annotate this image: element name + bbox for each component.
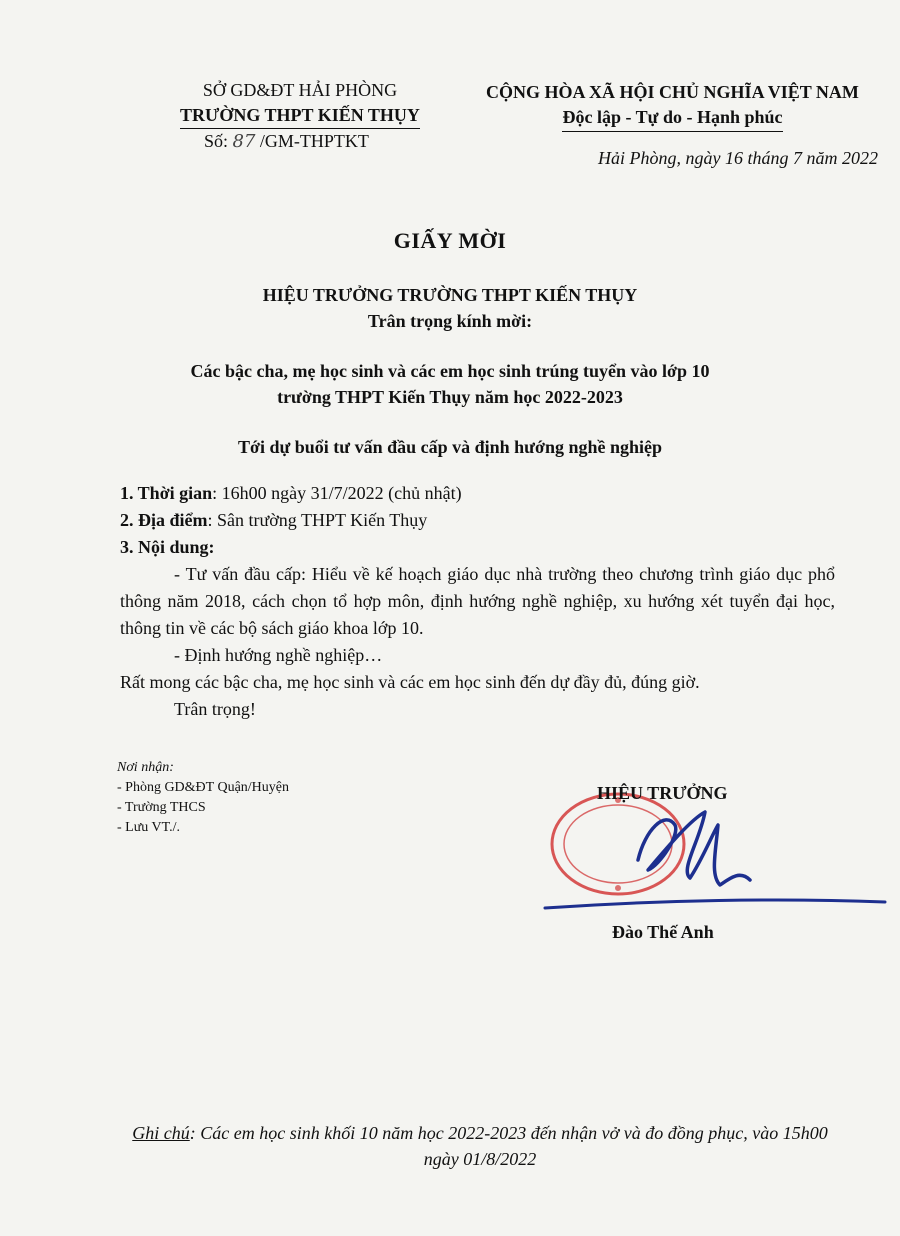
note-label: Ghi chú (132, 1123, 190, 1143)
national-header (460, 80, 885, 132)
signer-name: Đào Thế Anh (612, 922, 714, 942)
greeting: Trân trọng kính mời: (367, 311, 533, 331)
place-line (120, 507, 835, 534)
handwritten-signature (540, 790, 890, 920)
recipient-item: - Lưu VT./. (117, 820, 181, 835)
recipient-item: - Phòng GD&ĐT Quận/Huyện (117, 780, 290, 795)
school-name: TRƯỜNG THPT KIẾN THỤY (180, 103, 420, 129)
department-name: SỞ GD&ĐT HẢI PHÒNG (202, 80, 398, 100)
recipients-block (117, 758, 289, 838)
school-name-wrap (150, 103, 450, 129)
time-value: : 16h00 ngày 31/7/2022 (chủ nhật) (212, 483, 462, 503)
closing-regards: Trân trọng! (174, 699, 256, 719)
content-label: 3. Nội dung: (120, 537, 215, 557)
document-number-suffix: /GM-THPTKT (255, 131, 369, 151)
invitees-line-1: Các bậc cha, mẹ học sinh và các em học sinh trúng tuyển vào lớp 10 (190, 361, 710, 381)
note-text: : Các em học sinh khối 10 năm học 2022-2023 đến nhận vở và đo đồng phục, vào 15h00 ngày 01/8/2022 (189, 1123, 828, 1169)
event-title: Tới dự buổi tư vấn đầu cấp và định hướng nghề nghiệp (238, 437, 662, 457)
document-number-prefix: Số: (204, 131, 233, 151)
issuer-header (150, 78, 450, 154)
place-value: : Sân trường THPT Kiến Thụy (207, 510, 428, 530)
invitees-line-2: trường THPT Kiến Thụy năm học 2022-2023 (277, 387, 623, 407)
closing-line: Rất mong các bậc cha, mẹ học sinh và các em học sinh đến dự đầy đủ, đúng giờ. (120, 672, 700, 692)
content-item-1: - Tư vấn đầu cấp: Hiểu về kế hoạch giáo dục nhà trường theo chương trình giáo dục phổ thông năm 2018, cách chọn tổ hợp môn, định hướng nghề nghiệp, xu hướng xét tuyển đại học, thông tin về các bộ sách giáo khoa lớp 10. (120, 564, 835, 638)
national-motto: Độc lập - Tự do - Hạnh phúc (562, 105, 782, 132)
details-block (120, 480, 835, 723)
recipient-item: - Trường THCS (117, 800, 206, 815)
sender-block (0, 282, 900, 334)
time-label: 1. Thời gian (120, 483, 213, 503)
document-title: GIẤY MỜI (393, 228, 507, 253)
issue-date: Hải Phòng, ngày 16 tháng 7 năm 2022 (598, 148, 878, 168)
document-number-value: 87 (232, 131, 256, 152)
note-block (125, 1120, 835, 1172)
country-name: CỘNG HÒA XÃ HỘI CHỦ NGHĨA VIỆT NAM (486, 82, 859, 102)
content-item-2: - Định hướng nghề nghiệp… (174, 645, 383, 665)
time-line (120, 480, 835, 507)
place-label: 2. Địa điểm (120, 510, 208, 530)
sender-title: HIỆU TRƯỞNG TRƯỜNG THPT KIẾN THỤY (262, 285, 638, 305)
document-number (150, 129, 450, 154)
invitees-block (0, 358, 900, 410)
signer-title: HIỆU TRƯỞNG (597, 783, 728, 803)
recipients-label: Nơi nhận: (117, 760, 174, 775)
